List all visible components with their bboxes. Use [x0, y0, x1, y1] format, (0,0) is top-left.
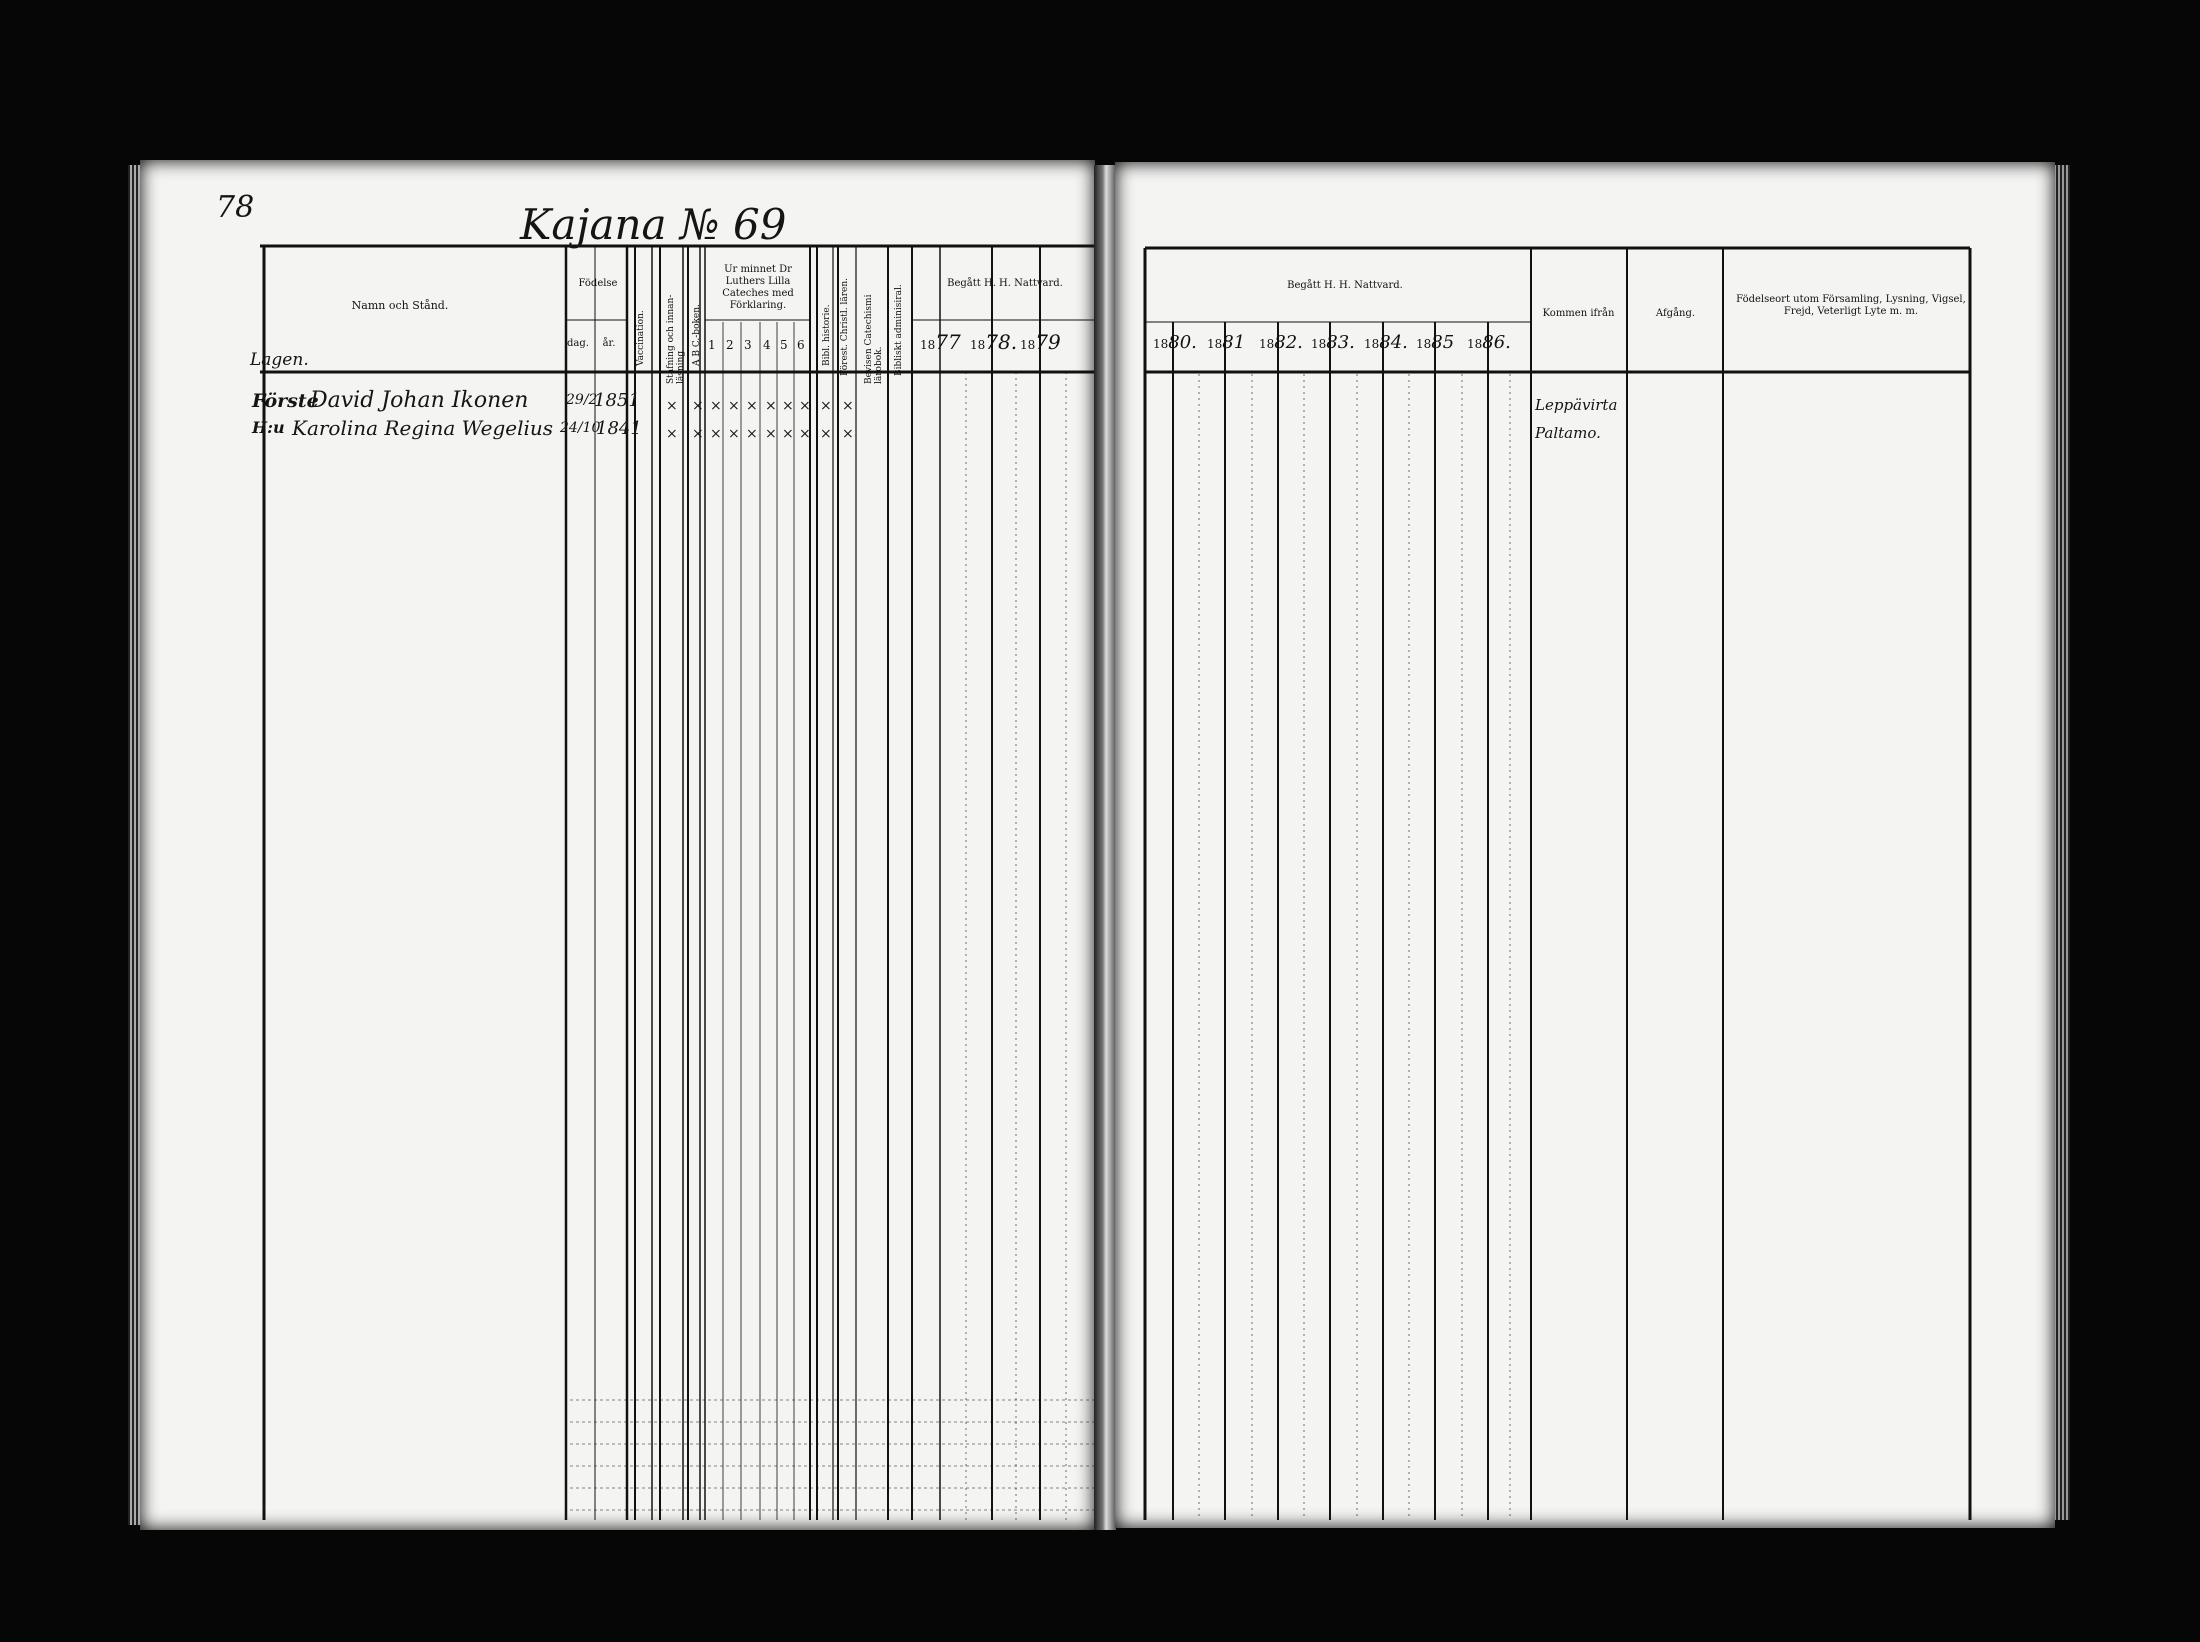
year-suffix: 82. — [1274, 332, 1303, 353]
tick-mark: × — [692, 398, 704, 414]
row-came-from: Leppävirta — [1535, 396, 1618, 414]
year-header — [1416, 332, 1454, 353]
year-header — [920, 330, 961, 354]
row-name: Karolina Regina Wegelius — [292, 416, 554, 440]
tick-mark: × — [746, 398, 758, 414]
tick-mark: × — [842, 398, 854, 414]
row-title: H:u — [252, 418, 285, 437]
year-suffix: 83. — [1326, 332, 1355, 353]
year-header — [1311, 332, 1355, 353]
year-suffix: 79 — [1035, 330, 1061, 354]
year-prefix: 18 — [1467, 337, 1483, 351]
row-year: 1851 — [594, 390, 640, 411]
header-catechism: Ur minnet Dr Luthers Lilla Cateches med Förklaring. — [722, 264, 794, 311]
header-birth-year: år. — [602, 338, 616, 349]
year-suffix: 81 — [1222, 332, 1246, 353]
tick-mark: × — [799, 398, 811, 414]
row-year: 1841 — [596, 418, 642, 439]
header-abc-book: A B C.-boken. — [692, 304, 702, 366]
row-name: David Johan Ikonen — [310, 388, 529, 413]
year-suffix: 78. — [985, 330, 1018, 354]
left-page — [140, 160, 1095, 1530]
header-communion: Begått H. H. Nattvard. — [1287, 280, 1403, 291]
year-prefix: 18 — [1020, 338, 1036, 352]
tick-mark: × — [820, 398, 832, 414]
tick-mark: × — [692, 426, 704, 442]
row-title: Förste — [252, 390, 319, 412]
year-header — [1364, 332, 1408, 353]
tick-mark: × — [710, 398, 722, 414]
page-title: Kajana № 69 — [520, 200, 787, 249]
tick-mark: × — [765, 398, 777, 414]
section-label: Lagen. — [250, 350, 309, 370]
year-header — [970, 330, 1017, 354]
year-prefix: 18 — [1153, 337, 1169, 351]
tick-mark: × — [728, 398, 740, 414]
year-prefix: 18 — [920, 338, 936, 352]
year-prefix: 18 — [970, 338, 986, 352]
page-number: 78 — [216, 190, 255, 225]
header-confirmation: Stafning och innan-läsning — [666, 294, 686, 384]
header-came-from: Kommen ifrån — [1542, 308, 1615, 319]
right-page — [1115, 162, 2055, 1528]
tick-mark: × — [666, 398, 678, 414]
catechism-part-number: 5 — [780, 338, 788, 352]
year-suffix: 84. — [1379, 332, 1408, 353]
tick-mark: × — [782, 398, 794, 414]
year-prefix: 18 — [1207, 337, 1223, 351]
catechism-part-number: 6 — [797, 338, 805, 352]
header-citizen-rights: Bibliskt adminisiral. — [894, 284, 904, 376]
right-ruling — [1115, 162, 2055, 1528]
row-day: 24/10 — [560, 420, 601, 436]
header-vaccination: Vaccination. — [636, 310, 646, 366]
year-prefix: 18 — [1311, 337, 1327, 351]
header-birth-day: dag. — [567, 338, 589, 349]
catechism-part-number: 3 — [744, 338, 752, 352]
year-header — [1020, 330, 1061, 354]
catechism-part-number: 4 — [763, 338, 771, 352]
header-departure: Afgång. — [1655, 308, 1696, 319]
tick-mark: × — [710, 426, 722, 442]
book-spine — [1094, 165, 1116, 1530]
year-header — [1259, 332, 1303, 353]
header-remarks: Födelseort utom Församling, Lysning, Vigsel, Frejd, Veterligt Lyte m. m. — [1736, 294, 1966, 317]
header-name: Namn och Stånd. — [351, 299, 449, 312]
tick-mark: × — [746, 426, 758, 442]
year-suffix: 85 — [1431, 332, 1455, 353]
row-day: 29/2 — [566, 392, 598, 408]
tick-mark: × — [782, 426, 794, 442]
tick-mark: × — [666, 426, 678, 442]
tick-mark: × — [820, 426, 832, 442]
header-christian-teaching: Förest. Christl. lären. — [840, 278, 850, 376]
year-suffix: 86. — [1482, 332, 1511, 353]
header-bible-history: Bibl. historie. — [822, 304, 832, 366]
tick-mark: × — [728, 426, 740, 442]
tick-mark: × — [842, 426, 854, 442]
year-prefix: 18 — [1416, 337, 1432, 351]
year-prefix: 18 — [1364, 337, 1380, 351]
year-header — [1153, 332, 1197, 353]
header-proof-teaching: Bevisen Catechismi lärobok. — [864, 294, 884, 384]
year-suffix: 80. — [1168, 332, 1197, 353]
header-communion: Begått H. H. Nattvard. — [947, 278, 1063, 289]
year-header — [1207, 332, 1245, 353]
year-suffix: 77 — [935, 330, 961, 354]
catechism-part-number: 1 — [708, 338, 716, 352]
year-header — [1467, 332, 1511, 353]
year-prefix: 18 — [1259, 337, 1275, 351]
catechism-part-number: 2 — [726, 338, 734, 352]
tick-mark: × — [799, 426, 811, 442]
row-came-from: Paltamo. — [1535, 424, 1601, 442]
tick-mark: × — [765, 426, 777, 442]
header-birth: Födelse — [578, 278, 618, 289]
